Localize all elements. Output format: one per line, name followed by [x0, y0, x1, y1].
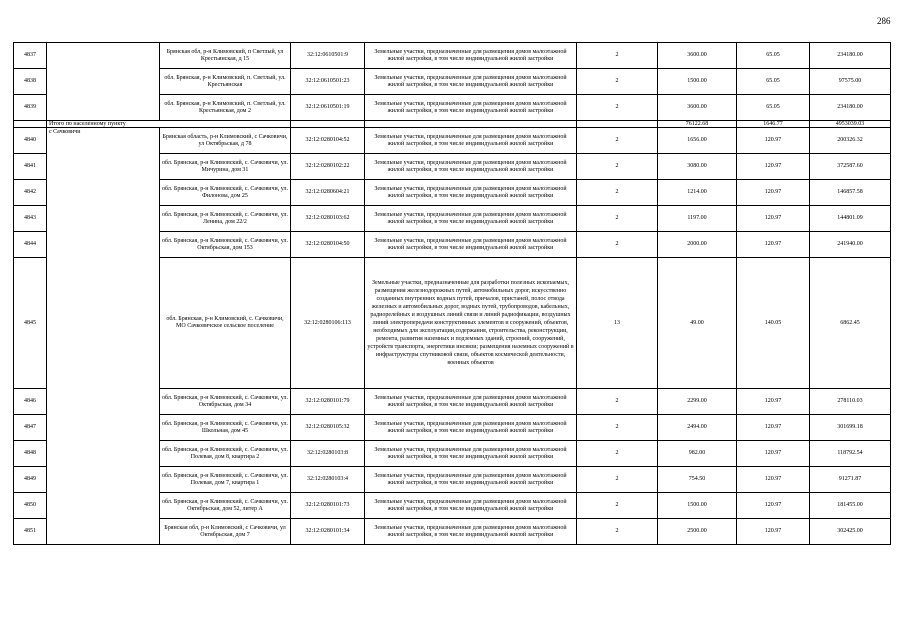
- row-number: 4840: [14, 128, 47, 154]
- category-code: 2: [577, 232, 658, 258]
- land-use-description: Земельные участки, предназначенные для размещения домов малоэтажной жилой застройки, в том числе индивидуальной жилой застройки: [365, 43, 577, 69]
- address-cell: Брянская область, р-н Климовский, с Сачковичи, ул Октябрьская, д 78: [160, 128, 291, 154]
- unit-price: 120.97: [737, 206, 810, 232]
- row-number: 4851: [14, 519, 47, 545]
- cadastral-number: 32:12:0610501:9: [291, 43, 365, 69]
- land-use-description: Земельные участки, предназначенные для размещения домов малоэтажной жилой застройки, в том числе индивидуальной жилой застройки: [365, 441, 577, 467]
- category-code: 2: [577, 493, 658, 519]
- cadastral-number: 32:12:0280103:62: [291, 206, 365, 232]
- cadastral-number: 32:12:0280101:79: [291, 389, 365, 415]
- unit-price: 65.05: [737, 95, 810, 121]
- cadastral-value: 146857.58: [810, 180, 891, 206]
- unit-price: 120.97: [737, 493, 810, 519]
- row-number: 4850: [14, 493, 47, 519]
- cadastral-value: 200326.32: [810, 128, 891, 154]
- cadastral-value: 97575.00: [810, 69, 891, 95]
- subtotal-price: 1646.77: [737, 121, 810, 128]
- category-code: 2: [577, 206, 658, 232]
- land-use-description: Земельные участки, предназначенные для размещения домов малоэтажной жилой застройки, в том числе индивидуальной жилой застройки: [365, 180, 577, 206]
- land-use-description: Земельные участки, предназначенные для разработки полезных ископаемых, размещения железнодорожных путей, автомобильных дорог, искусственно созданных внутренних водных путей, причалов, пристаней, полос отвода железных и автомобильных дорог, водных путей, трубопроводов, кабельных, радиорелейных и воздушных линий связи и линий радиофикации, воздушных линий электропередачи конструктивных элементов и сооружений, объектов, необходимых для эксплуатации,содержания, строительства, реконструкции, ремонта, развития наземных и подземных зданий, строений, сооружений, устройств транспорта, энергетики инсвязи; размещения наземных сооружений в инфраструктуры спутниковой связи, объектов космической деятельности, военных объектов: [365, 258, 577, 389]
- address-cell: Брянская обл, р-н Климовский, п Светлый, ул Крестьянская, д 15: [160, 43, 291, 69]
- cadastral-value: 144801.09: [810, 206, 891, 232]
- area-value: 3600.00: [658, 95, 737, 121]
- category-code: 13: [577, 258, 658, 389]
- cadastral-value: 372587.60: [810, 154, 891, 180]
- address-cell: обл. Брянская, р-н Климовский, с. Сачковичи, ул. Октябрьская, дом 52, литер А: [160, 493, 291, 519]
- address-cell: обл. Брянская, р-н Климовский, п. Светлый, ул. Крестьянская: [160, 69, 291, 95]
- area-value: 3080.00: [658, 154, 737, 180]
- land-use-description: Земельные участки, предназначенные для размещения домов малоэтажной жилой застройки, в том числе индивидуальной жилой застройки: [365, 415, 577, 441]
- table-row: [14, 43, 891, 69]
- unit-price: 120.97: [737, 519, 810, 545]
- cadastral-value: 6862.45: [810, 258, 891, 389]
- row-number: 4843: [14, 206, 47, 232]
- unit-price: 120.97: [737, 180, 810, 206]
- cadastral-number: 32:12:0280604:21: [291, 180, 365, 206]
- unit-price: 120.97: [737, 128, 810, 154]
- land-use-description: Земельные участки, предназначенные для размещения домов малоэтажной жилой застройки, в том числе индивидуальной жилой застройки: [365, 95, 577, 121]
- area-value: 1500.00: [658, 493, 737, 519]
- land-use-description: Земельные участки, предназначенные для размещения домов малоэтажной жилой застройки, в том числе индивидуальной жилой застройки: [365, 519, 577, 545]
- category-code: 2: [577, 180, 658, 206]
- cadastral-number: 32:12:0280105:32: [291, 415, 365, 441]
- category-code: 2: [577, 154, 658, 180]
- subtotal-cadastral-cell: [291, 121, 365, 128]
- cadastral-value: 301699.18: [810, 415, 891, 441]
- category-code: 2: [577, 389, 658, 415]
- unit-price: 140.05: [737, 258, 810, 389]
- category-code: 2: [577, 69, 658, 95]
- unit-price: 120.97: [737, 441, 810, 467]
- area-value: 1656.00: [658, 128, 737, 154]
- cadastral-number: 32:12:0280103:8: [291, 441, 365, 467]
- unit-price: 120.97: [737, 415, 810, 441]
- land-use-description: Земельные участки, предназначенные для размещения домов малоэтажной жилой застройки, в том числе индивидуальной жилой застройки: [365, 154, 577, 180]
- land-use-description: Земельные участки, предназначенные для размещения домов малоэтажной жилой застройки, в том числе индивидуальной жилой застройки: [365, 232, 577, 258]
- row-number: 4846: [14, 389, 47, 415]
- category-code: 2: [577, 415, 658, 441]
- address-cell: Брянская обл, р-н Климовский, с Сачковичи, ул Октябрьская, дом 7: [160, 519, 291, 545]
- row-number: 4841: [14, 154, 47, 180]
- area-value: 2000.00: [658, 232, 737, 258]
- area-value: 49.00: [658, 258, 737, 389]
- land-use-description: Земельные участки, предназначенные для размещения домов малоэтажной жилой застройки, в том числе индивидуальной жилой застройки: [365, 493, 577, 519]
- category-code: 2: [577, 95, 658, 121]
- area-value: 754.50: [658, 467, 737, 493]
- address-cell: обл. Брянская, р-н Климовский, п. Светлый, ул. Крестьянская, дом 2: [160, 95, 291, 121]
- subtotal-label: Итого по населенному пункту: [47, 121, 291, 128]
- category-code: 2: [577, 467, 658, 493]
- cadastral-number: 32:12:0280103:4: [291, 467, 365, 493]
- row-number: 4838: [14, 69, 47, 95]
- cadastral-number: 32:12:0280104:50: [291, 232, 365, 258]
- subtotal-value: 4953039.03: [810, 121, 891, 128]
- subtotal-category-cell: [577, 121, 658, 128]
- cadastral-number: 32:12:0280104:52: [291, 128, 365, 154]
- area-value: 2494.00: [658, 415, 737, 441]
- cadastral-number: 32:12:0280101:34: [291, 519, 365, 545]
- address-cell: обл. Брянская, р-н Климовский, с. Сачковичи, ул. Октябрьская, дом 34: [160, 389, 291, 415]
- land-use-description: Земельные участки, предназначенные для размещения домов малоэтажной жилой застройки, в том числе индивидуальной жилой застройки: [365, 206, 577, 232]
- locality-name: с Сачковичи: [47, 128, 160, 545]
- category-code: 2: [577, 519, 658, 545]
- unit-price: 120.97: [737, 389, 810, 415]
- land-plot-registry-table: [13, 42, 891, 545]
- land-use-description: Земельные участки, предназначенные для размещения домов малоэтажной жилой застройки, в том числе индивидуальной жилой застройки: [365, 389, 577, 415]
- category-code: 2: [577, 43, 658, 69]
- area-value: 2500.00: [658, 519, 737, 545]
- cadastral-value: 234180.00: [810, 43, 891, 69]
- rows-sachkovichi: [14, 128, 891, 545]
- subtotal-area: 76122.68: [658, 121, 737, 128]
- unit-price: 120.97: [737, 154, 810, 180]
- row-number: 4849: [14, 467, 47, 493]
- subtotal-row: [14, 121, 891, 128]
- area-value: 1214.00: [658, 180, 737, 206]
- category-code: 2: [577, 128, 658, 154]
- cadastral-value: 302425.00: [810, 519, 891, 545]
- row-number: 4848: [14, 441, 47, 467]
- table-row: [14, 128, 891, 154]
- cadastral-value: 234180.00: [810, 95, 891, 121]
- cadastral-value: 118792.54: [810, 441, 891, 467]
- row-number: 4844: [14, 232, 47, 258]
- category-code: 2: [577, 441, 658, 467]
- unit-price: 65.05: [737, 69, 810, 95]
- locality-cell-previous: [47, 43, 160, 121]
- cadastral-number: 32:12:0280106:113: [291, 258, 365, 389]
- unit-price: 120.97: [737, 467, 810, 493]
- area-value: 3600.00: [658, 43, 737, 69]
- area-value: 1197.00: [658, 206, 737, 232]
- address-cell: обл. Брянская, р-н Климовский, с. Сачковичи, ул. Ленина, дом 22/2: [160, 206, 291, 232]
- address-cell: обл. Брянская, р-н Климовский, с. Сачковичи, ул. Мичурина, дом 31: [160, 154, 291, 180]
- row-number: 4837: [14, 43, 47, 69]
- cadastral-number: 32:12:0610501:23: [291, 69, 365, 95]
- cadastral-value: 278110.03: [810, 389, 891, 415]
- subtotal-use-cell: [365, 121, 577, 128]
- address-cell: обл. Брянская, р-н Климовский, с. Сачковичи, ул. Полевая, дом 8, квартира 2: [160, 441, 291, 467]
- area-value: 982.00: [658, 441, 737, 467]
- row-number: 4842: [14, 180, 47, 206]
- rows-previous-locality: [14, 43, 891, 121]
- address-cell: обл. Брянская, р-н Климовский, с. Сачковичи, ул. Полевая, дом 7, квартира 1: [160, 467, 291, 493]
- row-number: 4839: [14, 95, 47, 121]
- cadastral-value: 181455.00: [810, 493, 891, 519]
- subtotal-section: [14, 121, 891, 128]
- page-number: 286: [877, 16, 891, 26]
- address-cell: обл. Брянская, р-н Климовский, с. Сачковичи, ул. Октябрьская, дом 153: [160, 232, 291, 258]
- unit-price: 65.05: [737, 43, 810, 69]
- address-cell: обл. Брянская, р-н Климовский, с. Сачковичи, ул. Филонова, дом 25: [160, 180, 291, 206]
- land-use-description: Земельные участки, предназначенные для размещения домов малоэтажной жилой застройки, в том числе индивидуальной жилой застройки: [365, 467, 577, 493]
- area-value: 2299.00: [658, 389, 737, 415]
- row-number: 4847: [14, 415, 47, 441]
- address-cell: обл. Брянская, р-н Климовский, с. Сачковичи, МО Сачковичское сельское поселение: [160, 258, 291, 389]
- cadastral-number: 32:12:0280102:22: [291, 154, 365, 180]
- cadastral-number: 32:12:0280101:73: [291, 493, 365, 519]
- cadastral-number: 32:12:0610501:19: [291, 95, 365, 121]
- land-use-description: Земельные участки, предназначенные для размещения домов малоэтажной жилой застройки, в том числе индивидуальной жилой застройки: [365, 128, 577, 154]
- cadastral-value: 91271.87: [810, 467, 891, 493]
- area-value: 1500.00: [658, 69, 737, 95]
- land-use-description: Земельные участки, предназначенные для размещения домов малоэтажной жилой застройки, в том числе индивидуальной жилой застройки: [365, 69, 577, 95]
- address-cell: обл. Брянская, р-н Климовский, с. Сачковичи, ул. Школьная, дом 45: [160, 415, 291, 441]
- unit-price: 120.97: [737, 232, 810, 258]
- cadastral-value: 241940.00: [810, 232, 891, 258]
- row-number: 4845: [14, 258, 47, 389]
- subtotal-num-cell: [14, 121, 47, 128]
